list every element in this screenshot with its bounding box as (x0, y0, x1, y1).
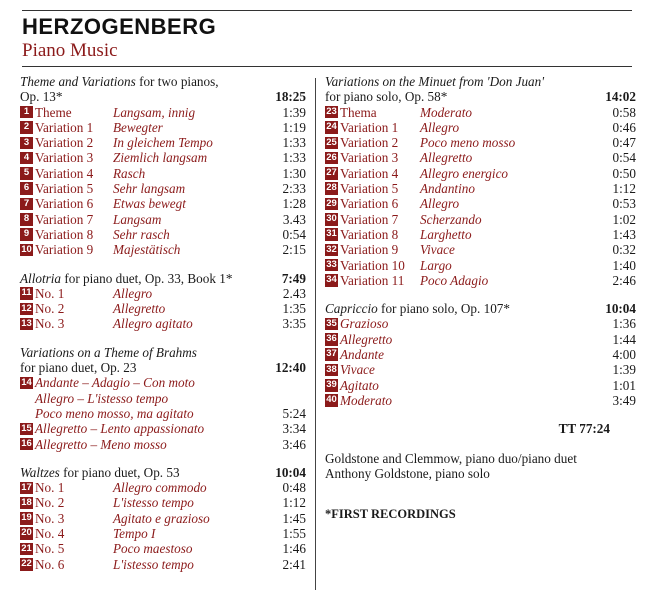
work-title-italic: Capriccio (325, 301, 378, 317)
track-duration: 1:39 (612, 362, 636, 378)
work-title-text: for piano duet, Op. 53 (59, 464, 180, 480)
performer-line: Anthony Goldstone, piano solo (325, 465, 490, 481)
movement-marking: Rasch (113, 165, 146, 181)
track-number-badge: 8 (20, 213, 33, 226)
work-title-italic: Variations on a Theme of Brahms (20, 344, 197, 360)
work-block (20, 271, 306, 332)
track-number-badge: 34 (326, 274, 337, 286)
track-number-badge: 11 (21, 287, 32, 299)
track-row (20, 181, 306, 196)
track-label: No. 4 (35, 526, 65, 542)
movement-marking: Allegro commodo (113, 480, 207, 496)
work-title (20, 345, 197, 360)
movement-marking: Scherzando (420, 211, 482, 227)
track-duration: 3:34 (282, 421, 306, 437)
track-row (20, 196, 306, 211)
movement-marking: Allegretto (340, 331, 393, 347)
track-number-badge: 25 (326, 136, 337, 148)
track-row (20, 375, 306, 390)
track-number-badge: 6 (20, 182, 33, 195)
track-row (20, 150, 306, 165)
work-title-line (20, 465, 306, 480)
track-number-badge: 23 (326, 105, 337, 117)
track-row (325, 150, 636, 165)
track-label: Variation 11 (340, 272, 405, 288)
track-number-badge: 29 (326, 197, 337, 209)
track-number-badge: 4 (20, 152, 33, 165)
track-number-badge: 33 (326, 258, 337, 270)
track-number-badge: 19 (21, 512, 32, 524)
header-rule (22, 66, 632, 67)
movement-marking: Agitato e grazioso (113, 510, 210, 526)
track-number-badge: 9 (20, 228, 33, 241)
track-duration: 1:43 (612, 226, 636, 242)
track-number-badge: 22 (21, 558, 32, 569)
work-total-duration: 12:40 (275, 360, 306, 376)
track-duration: 5:24 (282, 405, 306, 421)
track-row (325, 378, 636, 393)
movement-marking: Poco maestoso (113, 541, 193, 557)
track-number-badge: 2 (20, 121, 33, 134)
movement-marking: Langsam (113, 211, 162, 227)
track-row (20, 526, 306, 541)
track-duration: 2:46 (612, 272, 636, 288)
track-number-badge: 14 (21, 376, 32, 388)
track-number-badge: 39 (326, 379, 337, 391)
track-row (20, 242, 306, 257)
track-label: Variation 3 (340, 150, 399, 166)
track-label: Variation 8 (340, 226, 399, 242)
track-row (20, 541, 306, 556)
work-total-duration: 10:04 (605, 301, 636, 317)
track-duration: 0:54 (612, 150, 636, 166)
track-number-badge: 10 (21, 243, 32, 255)
track-label: Variation 1 (340, 119, 399, 135)
movement-marking: Agitato (340, 377, 379, 393)
track-number-badge: 7 (20, 198, 33, 211)
track-label: Variation 7 (35, 211, 94, 227)
track-number-badge: 27 (326, 167, 337, 179)
track-number-badge: 32 (326, 243, 337, 255)
right-column (325, 74, 636, 522)
movement-marking: Allegro – L'istesso tempo (35, 390, 169, 406)
track-row (325, 135, 636, 150)
track-label: Variation 2 (35, 135, 94, 151)
track-duration: 1:12 (282, 495, 306, 511)
track-label: Variation 3 (35, 150, 94, 166)
work-title-line (20, 271, 306, 286)
track-label: Variation 2 (340, 135, 399, 151)
track-duration: 1:33 (282, 135, 306, 151)
movement-marking: Vivace (420, 242, 455, 258)
work-block (20, 465, 306, 572)
work-total-duration: 14:02 (605, 89, 636, 105)
track-number-badge: 38 (326, 363, 337, 375)
movement-marking: Allegretto (420, 150, 473, 166)
track-label: Variation 9 (35, 242, 94, 258)
track-label: Thema (340, 104, 377, 120)
work-title-text: for piano duet, Op. 23 (20, 360, 137, 376)
track-label: Variation 6 (340, 196, 399, 212)
work-total-duration: 10:04 (275, 464, 306, 480)
work-title (20, 465, 180, 480)
track-row (20, 286, 306, 301)
movement-marking: Allegro energico (420, 165, 509, 181)
movement-marking: Allegro (420, 119, 460, 135)
track-duration: 0:53 (612, 196, 636, 212)
track-row (20, 406, 306, 421)
movement-marking: L'istesso tempo (113, 495, 194, 511)
track-row (325, 347, 636, 362)
track-duration: 0:50 (612, 165, 636, 181)
track-duration: 0:54 (282, 226, 306, 242)
movement-marking: Ziemlich langsam (113, 150, 208, 166)
track-label: No. 1 (35, 285, 65, 301)
work-title-line (325, 89, 636, 104)
track-row (20, 421, 306, 436)
album-subtitle: Piano Music (22, 40, 118, 61)
work-title-italic: Allotria (20, 270, 62, 286)
track-number-badge: 3 (20, 137, 33, 150)
track-row (20, 495, 306, 510)
movement-marking: Tempo I (113, 526, 156, 542)
track-duration: 1:02 (612, 211, 636, 227)
work-title-line (325, 74, 636, 89)
work-title (20, 360, 136, 375)
work-title-line (20, 360, 306, 375)
track-duration: 1:01 (612, 377, 636, 393)
track-row (20, 227, 306, 242)
track-row (325, 105, 636, 120)
work-title-text: for two pianos, (135, 74, 219, 89)
movement-marking: Moderato (420, 104, 473, 120)
track-row (325, 258, 636, 273)
track-row (20, 511, 306, 526)
work-total-duration: 18:25 (275, 89, 306, 105)
movement-marking: Andante (340, 347, 384, 363)
track-duration: 0:46 (612, 119, 636, 135)
movement-marking: Moderato (340, 392, 393, 408)
work-title (20, 89, 63, 104)
track-label: No. 5 (35, 541, 65, 557)
track-duration: 1:19 (282, 119, 306, 135)
track-duration: 1:33 (282, 150, 306, 166)
track-row (20, 166, 306, 181)
movement-marking: Etwas bewegt (113, 196, 186, 212)
track-duration: 2.43 (282, 285, 306, 301)
work-block (20, 345, 306, 452)
track-number-badge: 21 (21, 542, 32, 554)
track-number-badge: 5 (20, 167, 33, 180)
work-block (325, 301, 636, 408)
track-duration: 1:12 (612, 181, 636, 197)
work-title-line (20, 345, 306, 360)
track-duration: 2:33 (282, 181, 306, 197)
track-row (20, 391, 306, 406)
track-number-badge: 30 (326, 213, 337, 225)
track-label: No. 2 (35, 495, 65, 511)
work-title-italic: Theme and Variations (20, 74, 136, 89)
track-label: Variation 9 (340, 242, 399, 258)
track-number-badge: 17 (21, 481, 32, 493)
movement-marking: Allegretto – Lento appassionato (35, 421, 205, 437)
work-block (20, 74, 306, 258)
movement-marking: Larghetto (420, 226, 472, 242)
track-label: No. 3 (35, 316, 65, 332)
track-row (325, 273, 636, 288)
track-duration: 3:35 (282, 316, 306, 332)
track-duration: 1:28 (282, 196, 306, 212)
work-title (20, 74, 219, 89)
track-duration: 0:47 (612, 135, 636, 151)
track-duration: 0:58 (612, 104, 636, 120)
track-label: Variation 1 (35, 119, 94, 135)
track-row (325, 362, 636, 377)
composer-name: HERZOGENBERG (22, 14, 217, 39)
track-number-badge: 24 (326, 121, 337, 133)
track-duration: 1:36 (612, 316, 636, 332)
first-recordings-note: *FIRST RECORDINGS (325, 507, 456, 522)
work-block (325, 74, 636, 288)
performer-line: Goldstone and Clemmow, piano duo/piano duet (325, 450, 577, 466)
movement-marking: Langsam, innig (113, 104, 196, 120)
track-label: Variation 4 (35, 165, 94, 181)
movement-marking: Andantino (420, 181, 475, 197)
track-number-badge: 18 (21, 496, 32, 508)
track-number-badge: 35 (326, 317, 337, 329)
track-duration: 1:45 (282, 510, 306, 526)
track-label: Variation 8 (35, 226, 94, 242)
track-number-badge: 31 (326, 228, 337, 240)
track-row (325, 393, 636, 408)
track-row (325, 316, 636, 331)
track-row (325, 332, 636, 347)
movement-marking: Poco meno mosso (420, 135, 516, 151)
movement-marking: Vivace (340, 362, 375, 378)
track-number-badge: 16 (21, 437, 32, 449)
movement-marking: Poco meno mosso, ma agitato (35, 405, 194, 421)
movement-marking: Allegro (113, 285, 153, 301)
work-title-line (20, 89, 306, 104)
movement-marking: Bewegter (113, 119, 163, 135)
track-duration: 2:41 (282, 556, 306, 572)
movement-marking: Andante – Adagio – Con moto (35, 375, 195, 391)
track-duration: 2:15 (282, 242, 306, 258)
track-number-badge: 26 (326, 151, 337, 163)
work-title-line (325, 301, 636, 316)
track-number-badge: 20 (21, 527, 32, 539)
track-label: Variation 6 (35, 196, 94, 212)
movement-marking: Allegretto (113, 301, 166, 317)
work-title (20, 271, 232, 286)
track-number-badge: 36 (326, 333, 337, 345)
track-number-badge: 13 (21, 317, 32, 329)
work-title-line (20, 74, 306, 89)
track-row (20, 437, 306, 452)
track-row (20, 105, 306, 120)
track-label: Variation 7 (340, 211, 399, 227)
movement-marking: Allegro agitato (113, 316, 193, 332)
track-row (20, 120, 306, 135)
work-title-text: for piano solo, Op. 58* (325, 89, 448, 105)
top-rule (22, 10, 632, 11)
track-row (325, 242, 636, 257)
track-row (325, 196, 636, 211)
track-label: No. 1 (35, 480, 65, 496)
track-duration: 1:44 (612, 331, 636, 347)
track-row (20, 135, 306, 150)
total-time: TT 77:24 (558, 421, 610, 437)
track-duration: 1:30 (282, 165, 306, 181)
work-title-italic: Waltzes (20, 464, 60, 480)
track-label: Variation 4 (340, 165, 399, 181)
track-duration: 3:46 (282, 436, 306, 452)
movement-marking: In gleichem Tempo (113, 135, 213, 151)
track-duration: 1:39 (282, 104, 306, 120)
track-duration: 0:32 (612, 242, 636, 258)
movement-marking: Sehr rasch (113, 226, 170, 242)
track-row (20, 316, 306, 331)
track-row (20, 301, 306, 316)
track-row (325, 227, 636, 242)
column-divider (315, 78, 316, 590)
track-row (325, 166, 636, 181)
movement-marking: Allegretto – Meno mosso (35, 436, 167, 452)
track-label: Variation 5 (340, 181, 399, 197)
track-row (20, 557, 306, 572)
work-title (325, 74, 544, 89)
track-row (20, 212, 306, 227)
track-label: Variation 10 (340, 257, 405, 273)
right-works (325, 74, 636, 408)
track-duration: 1:40 (612, 257, 636, 273)
track-duration: 1:46 (282, 541, 306, 557)
work-title-text: for piano solo, Op. 107* (377, 301, 510, 317)
movement-marking: Majestätisch (113, 242, 181, 258)
track-row (325, 212, 636, 227)
work-title (325, 301, 510, 316)
track-number-badge: 12 (21, 302, 32, 314)
track-label: No. 2 (35, 301, 65, 317)
track-number-badge: 1 (20, 106, 33, 119)
work-total-duration: 7:49 (281, 270, 306, 286)
movement-marking: Poco Adagio (420, 272, 489, 288)
track-number-badge: 37 (326, 348, 337, 360)
left-column (20, 74, 306, 585)
track-duration: 3.43 (282, 211, 306, 227)
track-label: Variation 5 (35, 181, 94, 197)
work-title-italic: Variations on the Minuet from 'Don Juan' (325, 74, 545, 89)
track-duration: 1:55 (282, 526, 306, 542)
work-title-text: for piano duet, Op. 33, Book 1* (61, 270, 233, 286)
track-label: No. 3 (35, 510, 65, 526)
work-title-text: Op. 13* (20, 89, 63, 105)
track-duration: 1:35 (282, 301, 306, 317)
track-duration: 0:48 (282, 480, 306, 496)
movement-marking: Grazioso (340, 316, 389, 332)
track-row (325, 120, 636, 135)
track-number-badge: 28 (326, 182, 337, 194)
track-row (325, 181, 636, 196)
track-label: No. 6 (35, 556, 65, 572)
track-label: Theme (35, 104, 72, 120)
track-row (20, 480, 306, 495)
track-duration: 3:49 (612, 392, 636, 408)
track-duration: 4:00 (612, 347, 636, 363)
track-number-badge: 15 (21, 422, 32, 434)
track-number-badge: 40 (326, 394, 337, 406)
movement-marking: Sehr langsam (113, 181, 186, 197)
movement-marking: Largo (420, 257, 452, 273)
work-title (325, 89, 447, 104)
movement-marking: Allegro (420, 196, 460, 212)
movement-marking: L'istesso tempo (113, 556, 194, 572)
